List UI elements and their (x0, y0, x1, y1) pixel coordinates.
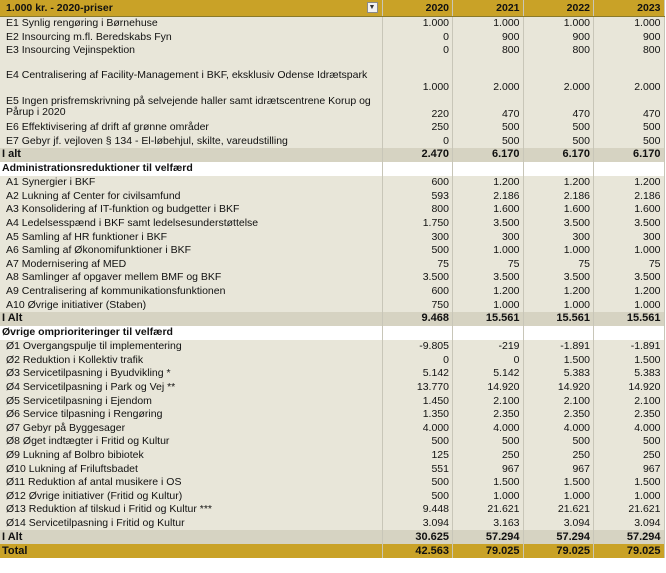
table-row-value: 3.500 (523, 271, 594, 285)
filter-dropdown-icon[interactable]: ▼ (367, 2, 378, 13)
table-row (0, 121, 664, 135)
table-row-label: E5 Ingen prisfremskrivning på selvejende haller samt idrætscentrene Korup og Pårup i 2020 (0, 95, 382, 121)
table-row-value: 75 (382, 258, 453, 272)
total-row-label: Total (0, 544, 382, 558)
header-year: 2020 (382, 0, 453, 17)
table-row-label: Ø7 Gebyr på Byggesager (0, 421, 382, 435)
table-row-value: 1.000 (523, 298, 594, 312)
table-row-value: 1.200 (523, 176, 594, 190)
section-title-empty (594, 326, 665, 340)
table-row-label: Ø3 Servicetilpasning i Byudvikling * (0, 367, 382, 381)
total-row-value: 79.025 (523, 544, 594, 558)
table-row-label: Ø10 Lukning af Friluftsbadet (0, 462, 382, 476)
table-row-value: 3.094 (594, 517, 665, 531)
table-row (0, 285, 664, 299)
table-row-value: 300 (453, 230, 524, 244)
table-row-label: Ø11 Reduktion af antal musikere i OS (0, 476, 382, 490)
table-row-value: 1.000 (523, 17, 594, 31)
table-row (0, 340, 664, 354)
table-row-value: 250 (453, 449, 524, 463)
table-row-value: 2.000 (594, 58, 665, 95)
table-row-value: 1.200 (453, 285, 524, 299)
table-row-value: 900 (523, 31, 594, 45)
table-row-value: 5.142 (453, 367, 524, 381)
table-row-value: 1.000 (594, 489, 665, 503)
table-row-value: 1.200 (594, 176, 665, 190)
table-row (0, 517, 664, 531)
table-row (0, 95, 664, 121)
table-row-label: E7 Gebyr jf. vejloven § 134 - El-løbehjul, skilte, vareudstilling (0, 134, 382, 148)
table-row-value: 21.621 (453, 503, 524, 517)
table-row-value: 500 (594, 134, 665, 148)
table-row (0, 367, 664, 381)
table-row-value: 500 (382, 244, 453, 258)
section-title (0, 162, 664, 176)
table-row-value: 800 (453, 44, 524, 58)
subtotal-row-value: 6.170 (523, 148, 594, 162)
subtotal-row-value: 2.470 (382, 148, 453, 162)
table-row-value: 4.000 (523, 421, 594, 435)
subtotal-row-value: 57.294 (453, 530, 524, 544)
table-row-value: 1.500 (523, 354, 594, 368)
table-row-value: 14.920 (594, 381, 665, 395)
section-title-label: Administrationsreduktioner til velfærd (0, 162, 382, 176)
table-row-value: 3.500 (453, 217, 524, 231)
table-row-value: -219 (453, 340, 524, 354)
table-row-value: 967 (453, 462, 524, 476)
table-row-value: 500 (453, 121, 524, 135)
subtotal-row-value: 57.294 (523, 530, 594, 544)
table-row-value: 2.350 (523, 408, 594, 422)
section-title-empty (382, 326, 453, 340)
table-row-label: Ø8 Øget indtægter i Fritid og Kultur (0, 435, 382, 449)
table-row (0, 271, 664, 285)
table-row-value: 600 (382, 176, 453, 190)
subtotal-row-value: 9.468 (382, 312, 453, 326)
table-row (0, 476, 664, 490)
table-row-value: 1.600 (594, 203, 665, 217)
table-row-value: 21.621 (523, 503, 594, 517)
table-row-value: 1.750 (382, 217, 453, 231)
table-row-value: 1.000 (453, 244, 524, 258)
table-row-value: 470 (453, 95, 524, 121)
table-row-value: 9.448 (382, 503, 453, 517)
header-year: 2022 (523, 0, 594, 17)
table-row-value: 1.000 (453, 489, 524, 503)
table-row-value: 500 (382, 476, 453, 490)
table-row (0, 190, 664, 204)
table-row-value: 220 (382, 95, 453, 121)
table-row (0, 203, 664, 217)
table-row-value: 1.200 (453, 176, 524, 190)
table-row-value: 1.000 (523, 489, 594, 503)
table-row-value: 500 (594, 435, 665, 449)
table-row-value: 1.450 (382, 394, 453, 408)
table-row-value: 1.000 (382, 17, 453, 31)
subtotal-row-value: 15.561 (453, 312, 524, 326)
table-row-value: 2.186 (594, 190, 665, 204)
table-row-value: 75 (453, 258, 524, 272)
table-row-value: 13.770 (382, 381, 453, 395)
table-row-value: 125 (382, 449, 453, 463)
table-row-value: 3.500 (382, 271, 453, 285)
table-row (0, 408, 664, 422)
table-row (0, 298, 664, 312)
subtotal-row-value: 6.170 (594, 148, 665, 162)
table-row-label: E4 Centralisering af Facility-Management i BKF, eksklusiv Odense Idrætspark (0, 58, 382, 95)
table-row-label: A3 Konsolidering af IT-funktion og budgetter i BKF (0, 203, 382, 217)
table-row (0, 217, 664, 231)
table-row-value: 2.350 (453, 408, 524, 422)
table-row (0, 230, 664, 244)
table-row-label: Ø13 Reduktion af tilskud i Fritid og Kultur *** (0, 503, 382, 517)
total-row-value: 42.563 (382, 544, 453, 558)
table-row-value: 3.500 (594, 271, 665, 285)
table-row-value: 2.186 (523, 190, 594, 204)
table-row-label: E2 Insourcing m.fl. Beredskabs Fyn (0, 31, 382, 45)
table-row-value: 4.000 (382, 421, 453, 435)
table-row-value: 750 (382, 298, 453, 312)
table-row-value: 1.000 (453, 17, 524, 31)
table-row-value: 4.000 (453, 421, 524, 435)
table-row-label: A6 Samling af Økonomifunktioner i BKF (0, 244, 382, 258)
table-row-label: Ø12 Øvrige initiativer (Fritid og Kultur) (0, 489, 382, 503)
subtotal-row-label: I Alt (0, 312, 382, 326)
header-year: 2021 (453, 0, 524, 17)
table-row-label: A10 Øvrige initiativer (Staben) (0, 298, 382, 312)
table-row (0, 421, 664, 435)
table-row-label: A7 Modernisering af MED (0, 258, 382, 272)
subtotal-row (0, 312, 664, 326)
table-row-value: 14.920 (453, 381, 524, 395)
section-title-empty (382, 162, 453, 176)
table-row-label: E3 Insourcing Vejinspektion (0, 44, 382, 58)
table-row-value: 500 (523, 134, 594, 148)
total-row (0, 544, 664, 558)
table-row (0, 258, 664, 272)
table-row-value: 250 (382, 121, 453, 135)
table-row-value: 500 (523, 121, 594, 135)
section-title-label: Øvrige omprioriteringer til velfærd (0, 326, 382, 340)
subtotal-row-value: 15.561 (523, 312, 594, 326)
table-row (0, 244, 664, 258)
table-row (0, 449, 664, 463)
section-title-empty (523, 162, 594, 176)
table-row-value: 1.000 (382, 58, 453, 95)
total-row-value: 79.025 (453, 544, 524, 558)
subtotal-row-value: 6.170 (453, 148, 524, 162)
table-row-value: 5.383 (523, 367, 594, 381)
table-row (0, 176, 664, 190)
table-row-value: 470 (523, 95, 594, 121)
table-row-value: 4.000 (594, 421, 665, 435)
table-row-label: A4 Ledelsesspænd i BKF samt ledelsesunderstøttelse (0, 217, 382, 231)
table-row-label: Ø1 Overgangspulje til implementering (0, 340, 382, 354)
table-row (0, 58, 664, 95)
table-row-value: 3.500 (594, 217, 665, 231)
table-row-value: 900 (594, 31, 665, 45)
section-title-empty (523, 326, 594, 340)
table-row-value: 75 (523, 258, 594, 272)
table-row (0, 31, 664, 45)
table-row-value: -9.805 (382, 340, 453, 354)
table-row-value: 500 (594, 121, 665, 135)
table-row-value: 800 (382, 203, 453, 217)
table-row-value: 1.500 (594, 354, 665, 368)
subtotal-row (0, 530, 664, 544)
table-row (0, 44, 664, 58)
table-row-value: 500 (523, 435, 594, 449)
subtotal-row-value: 57.294 (594, 530, 665, 544)
table-row-label: Ø14 Servicetilpasning i Fritid og Kultur (0, 517, 382, 531)
table-row-value: 2.186 (453, 190, 524, 204)
table-row-label: E6 Effektivisering af drift af grønne områder (0, 121, 382, 135)
table-row (0, 489, 664, 503)
header-row (0, 0, 664, 17)
subtotal-row-label: I Alt (0, 530, 382, 544)
table-row-value: 0 (382, 134, 453, 148)
table-row (0, 17, 664, 31)
table-row-value: 800 (523, 44, 594, 58)
table-row-value: 300 (594, 230, 665, 244)
table-row-value: 21.621 (594, 503, 665, 517)
table-row-label: Ø5 Servicetilpasning i Ejendom (0, 394, 382, 408)
section-title-empty (453, 326, 524, 340)
header-label-text: 1.000 kr. - 2020-priser (6, 1, 113, 14)
table-row-value: 1.000 (594, 244, 665, 258)
table-row (0, 354, 664, 368)
table-row-label: A1 Synergier i BKF (0, 176, 382, 190)
subtotal-row-label: I alt (0, 148, 382, 162)
section-title-empty (594, 162, 665, 176)
table-row (0, 435, 664, 449)
table-row-value: 1.500 (594, 476, 665, 490)
table-row-value: 500 (382, 435, 453, 449)
header-label (0, 0, 382, 17)
table-row-value: 250 (594, 449, 665, 463)
table-row-label: A9 Centralisering af kommunikationsfunktionen (0, 285, 382, 299)
table-row-value: -1.891 (523, 340, 594, 354)
table-row-label: A2 Lukning af Center for civilsamfund (0, 190, 382, 204)
table-row-value: 1.200 (594, 285, 665, 299)
table-row-value: 551 (382, 462, 453, 476)
table-row-value: 5.383 (594, 367, 665, 381)
table-row-value: 470 (594, 95, 665, 121)
table-row-value: 0 (382, 354, 453, 368)
table-row-value: 250 (523, 449, 594, 463)
table-row-value: 600 (382, 285, 453, 299)
table-row-value: 1.600 (523, 203, 594, 217)
subtotal-row-value: 15.561 (594, 312, 665, 326)
table-row-value: 500 (453, 435, 524, 449)
table-row-value: 3.500 (523, 217, 594, 231)
table-row-value: 1.000 (594, 17, 665, 31)
section-title (0, 326, 664, 340)
total-row-value: 79.025 (594, 544, 665, 558)
table-row-value: 14.920 (523, 381, 594, 395)
table-row-value: 2.100 (594, 394, 665, 408)
table-row-value: 2.100 (523, 394, 594, 408)
table-row-value: 300 (523, 230, 594, 244)
table-row-value: 0 (382, 31, 453, 45)
header-year: 2023 (594, 0, 665, 17)
table-row-value: 500 (382, 489, 453, 503)
table-row-value: 3.094 (382, 517, 453, 531)
table-row-value: 1.500 (453, 476, 524, 490)
table-row-label: A5 Samling af HR funktioner i BKF (0, 230, 382, 244)
table-row (0, 134, 664, 148)
table-row-value: 75 (594, 258, 665, 272)
table-row-value: 800 (594, 44, 665, 58)
table-row-label: Ø6 Service tilpasning i Rengøring (0, 408, 382, 422)
table-row-label: E1 Synlig rengøring i Børnehuse (0, 17, 382, 31)
table-row-value: 5.142 (382, 367, 453, 381)
table-row-value: 3.163 (453, 517, 524, 531)
table-row (0, 462, 664, 476)
table-row-value: -1.891 (594, 340, 665, 354)
table-row-value: 1.000 (523, 244, 594, 258)
table-row-value: 1.600 (453, 203, 524, 217)
table-row-value: 1.200 (523, 285, 594, 299)
table-row-value: 1.000 (453, 298, 524, 312)
table-row-label: Ø4 Servicetilpasning i Park og Vej ** (0, 381, 382, 395)
table-row-label: A8 Samlinger af opgaver mellem BMF og BKF (0, 271, 382, 285)
table-row-value: 1.350 (382, 408, 453, 422)
table-row (0, 503, 664, 517)
table-row-value: 1.000 (594, 298, 665, 312)
table-row-value: 2.350 (594, 408, 665, 422)
table-row-value: 2.100 (453, 394, 524, 408)
table-row-label: Ø2 Reduktion i Kollektiv trafik (0, 354, 382, 368)
table-row-value: 900 (453, 31, 524, 45)
subtotal-row (0, 148, 664, 162)
table-row-value: 593 (382, 190, 453, 204)
table-row (0, 394, 664, 408)
table-row-label: Ø9 Lukning af Bolbro bibiotek (0, 449, 382, 463)
subtotal-row-value: 30.625 (382, 530, 453, 544)
table-row-value: 967 (594, 462, 665, 476)
table-row-value: 2.000 (453, 58, 524, 95)
table-row-value: 0 (382, 44, 453, 58)
table-row-value: 1.500 (523, 476, 594, 490)
table-row-value: 500 (453, 134, 524, 148)
table-row-value: 967 (523, 462, 594, 476)
table-row-value: 3.500 (453, 271, 524, 285)
table-row-value: 3.094 (523, 517, 594, 531)
table-row-value: 300 (382, 230, 453, 244)
section-title-empty (453, 162, 524, 176)
table-row-value: 0 (453, 354, 524, 368)
table-row-value: 2.000 (523, 58, 594, 95)
table-row (0, 381, 664, 395)
